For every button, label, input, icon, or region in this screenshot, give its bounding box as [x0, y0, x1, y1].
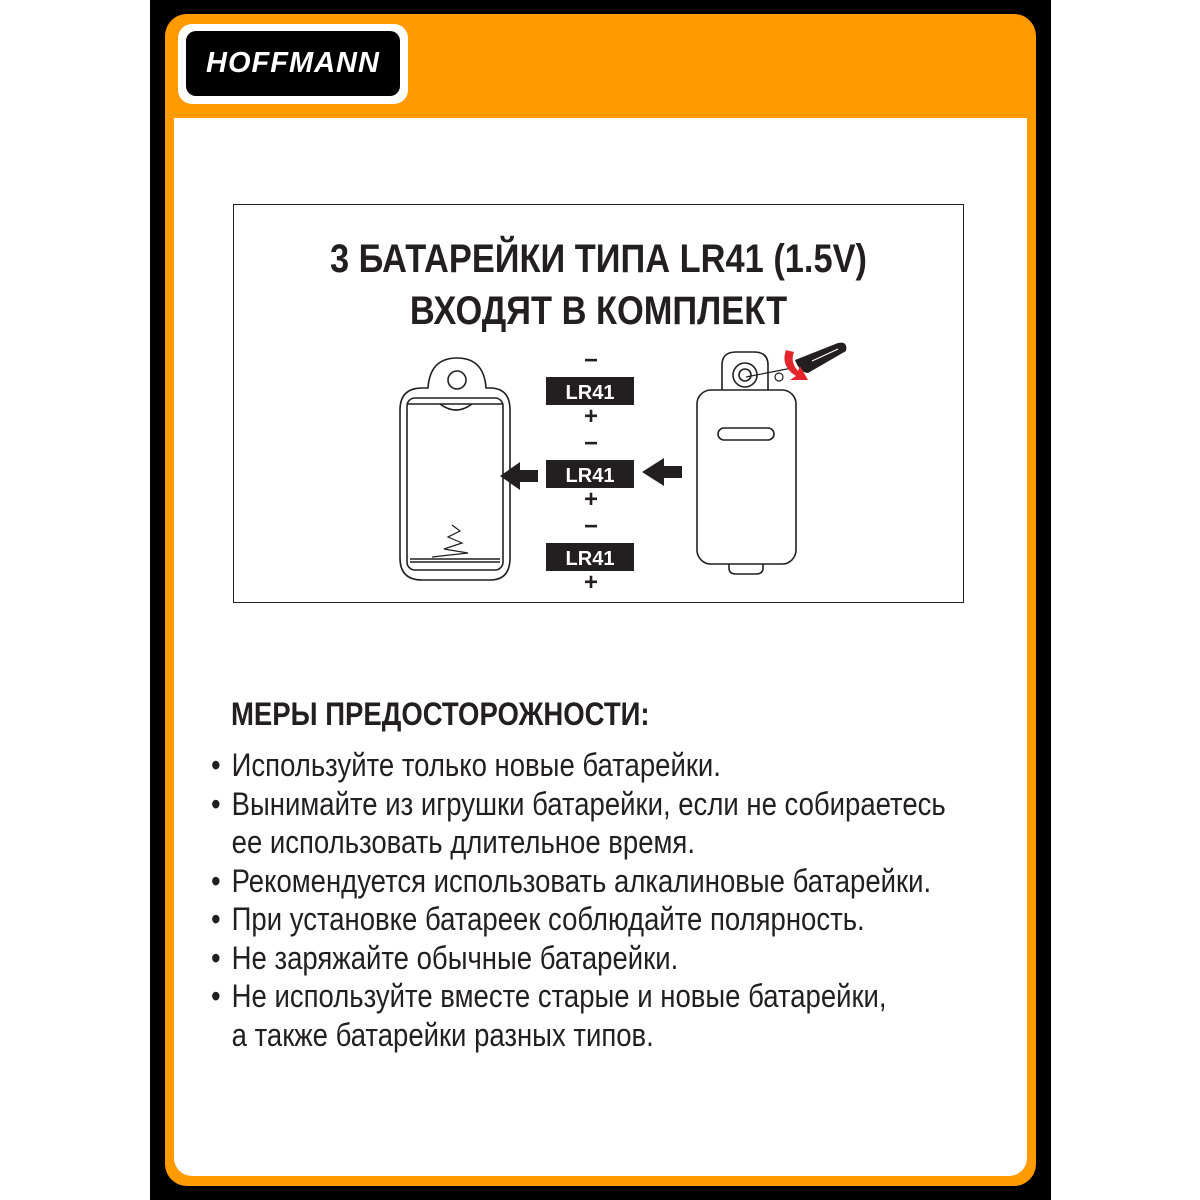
precaution-text: Рекомендуется использовать алкалиновые батарейки. [231, 862, 932, 899]
bullet: • [211, 901, 221, 937]
battery-lr41 [546, 430, 634, 513]
battery-box-title-line2: ВХОДЯТ В КОМПЛЕКТ [409, 289, 788, 333]
arrow-left-icon [642, 458, 682, 486]
list-item [211, 785, 946, 862]
battery-minus: − [583, 430, 599, 457]
bullet: • [211, 785, 221, 822]
battery-plus: + [583, 486, 599, 513]
precaution-text: Вынимайте из игрушки батарейки, если не собираетесь [231, 785, 946, 822]
bullet: • [211, 939, 221, 976]
precaution-text-continued: ее использовать длительное время. [231, 824, 695, 860]
list-item [211, 939, 946, 978]
brand-logo: HOFFMANN [186, 31, 400, 96]
precaution-text: При установке батареек соблюдайте полярность. [231, 901, 865, 937]
battery-minus: − [583, 513, 599, 540]
list-item [211, 862, 946, 901]
battery-box-title-line1: 3 БАТАРЕЙКИ ТИПА LR41 (1.5V) [329, 237, 868, 281]
battery-plus: + [583, 403, 599, 430]
arrow-left-icon [500, 462, 538, 490]
precautions-list [211, 746, 946, 1054]
battery-label: LR41 [565, 548, 615, 570]
open-compartment-illustration [400, 358, 510, 580]
list-item [211, 746, 946, 785]
bullet: • [211, 978, 221, 1014]
precaution-text-continued: а также батарейки разных типов. [231, 1016, 654, 1053]
battery-plus: + [583, 569, 599, 596]
precautions-title: МЕРЫ ПРЕДОСТОРОЖНОСТИ: [231, 696, 650, 732]
precaution-text: Не заряжайте обычные батарейки. [231, 939, 679, 976]
closed-compartment-illustration [697, 352, 796, 574]
battery-lr41 [546, 513, 634, 596]
battery-lr41 [546, 347, 634, 430]
precaution-text: Не используйте вместе старые и новые батарейки, [231, 978, 887, 1014]
list-item [211, 900, 946, 939]
battery-label: LR41 [565, 465, 615, 487]
battery-minus: − [583, 347, 599, 374]
bullet: • [211, 747, 221, 783]
list-item [211, 977, 946, 1054]
precaution-text: Используйте только новые батарейки. [231, 747, 721, 783]
battery-label: LR41 [565, 382, 615, 404]
bullet: • [211, 862, 221, 899]
